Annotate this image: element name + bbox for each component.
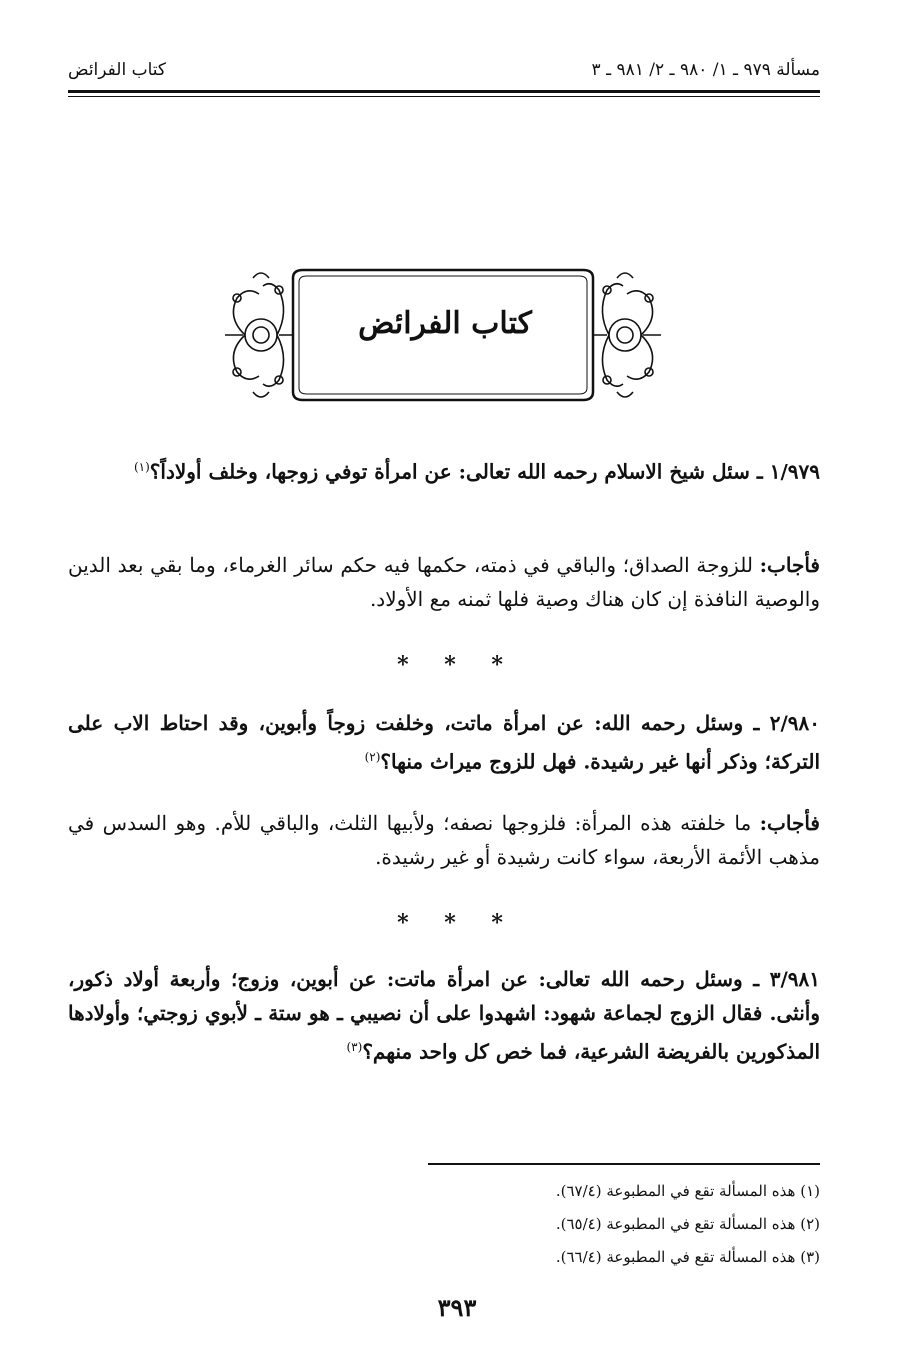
question-text: ـ وسئل رحمه الله تعالى: عن امرأة ماتت: عن أبوين، وزوج؛ وأربعة أولاد ذكور، وأنثى. فقال الزوج لجماعة شهود: اشهدوا على أن نصيبي ـ هو ستة ـ لأبوي زوجتي؛ وأولادها المذكورين بالفريضة الشرعية، فما خص كل واحد منهم؟ (68, 967, 820, 1064)
answer-text: للزوجة الصداق؛ والباقي في ذمته، حكمها فيه حكم سائر الغرماء، وما بقي بعد الدين والوصية النافذة إن كان هناك وصية فلها ثمنه مع الأولاد. (68, 553, 820, 611)
header-book-title: كتاب الفرائض (68, 60, 166, 80)
header-issue-range: مسألة ٩٧٩ ـ ١/ ٩٨٠ ـ ٢/ ٩٨١ ـ ٣ (591, 60, 820, 80)
footnote-rule (428, 1163, 820, 1165)
footnote-1: (١) هذه المسألة تقع في المطبوعة (٦٧/٤). (555, 1182, 820, 1200)
question-981 (68, 962, 820, 1069)
question-number: ٢/٩٨٠ (769, 711, 820, 735)
footnote-ref: (٢) (364, 750, 381, 764)
footnote-ref: (٣) (346, 1040, 363, 1054)
answer-text: ما خلفته هذه المرأة: فلزوجها نصفه؛ ولأبيها الثلث، والباقي للأم. وهو السدس في مذهب الأئمة الأربعة، سواء كانت رشيدة أو غير رشيدة. (68, 811, 820, 869)
footnote-3: (٣) هذه المسألة تقع في المطبوعة (٦٦/٤). (555, 1248, 820, 1266)
header-rule-thin (68, 96, 820, 97)
question-number: ٣/٩٨١ (769, 967, 820, 991)
answer-lead: فأجاب: (759, 811, 820, 835)
question-text: ـ وسئل رحمه الله: عن امرأة ماتت، وخلفت زوجاً وأبوين، وقد احتاط الاب على التركة؛ وذكر أنها غير رشيدة. فهل للزوج ميراث منها؟ (68, 711, 820, 774)
question-979 (68, 450, 820, 489)
question-980 (68, 706, 820, 779)
question-number: ١/٩٧٩ (769, 459, 820, 484)
chapter-title: كتاب الفرائض (358, 306, 532, 341)
page-number: ٣٩٣ (437, 1293, 477, 1322)
section-separator: * * * (397, 910, 517, 936)
answer-980 (68, 806, 820, 874)
footnote-2: (٢) هذه المسألة تقع في المطبوعة (٦٥/٤). (555, 1215, 820, 1233)
running-header (68, 56, 820, 90)
section-separator: * * * (397, 652, 517, 678)
answer-979 (68, 548, 820, 616)
footnote-ref: (١) (133, 460, 150, 474)
question-text: ـ سئل شيخ الاسلام رحمه الله تعالى: عن امرأة توفي زوجها، وخلف أولاداً؟ (149, 459, 763, 484)
answer-lead: فأجاب: (759, 553, 820, 577)
header-rule-thick (68, 90, 820, 93)
